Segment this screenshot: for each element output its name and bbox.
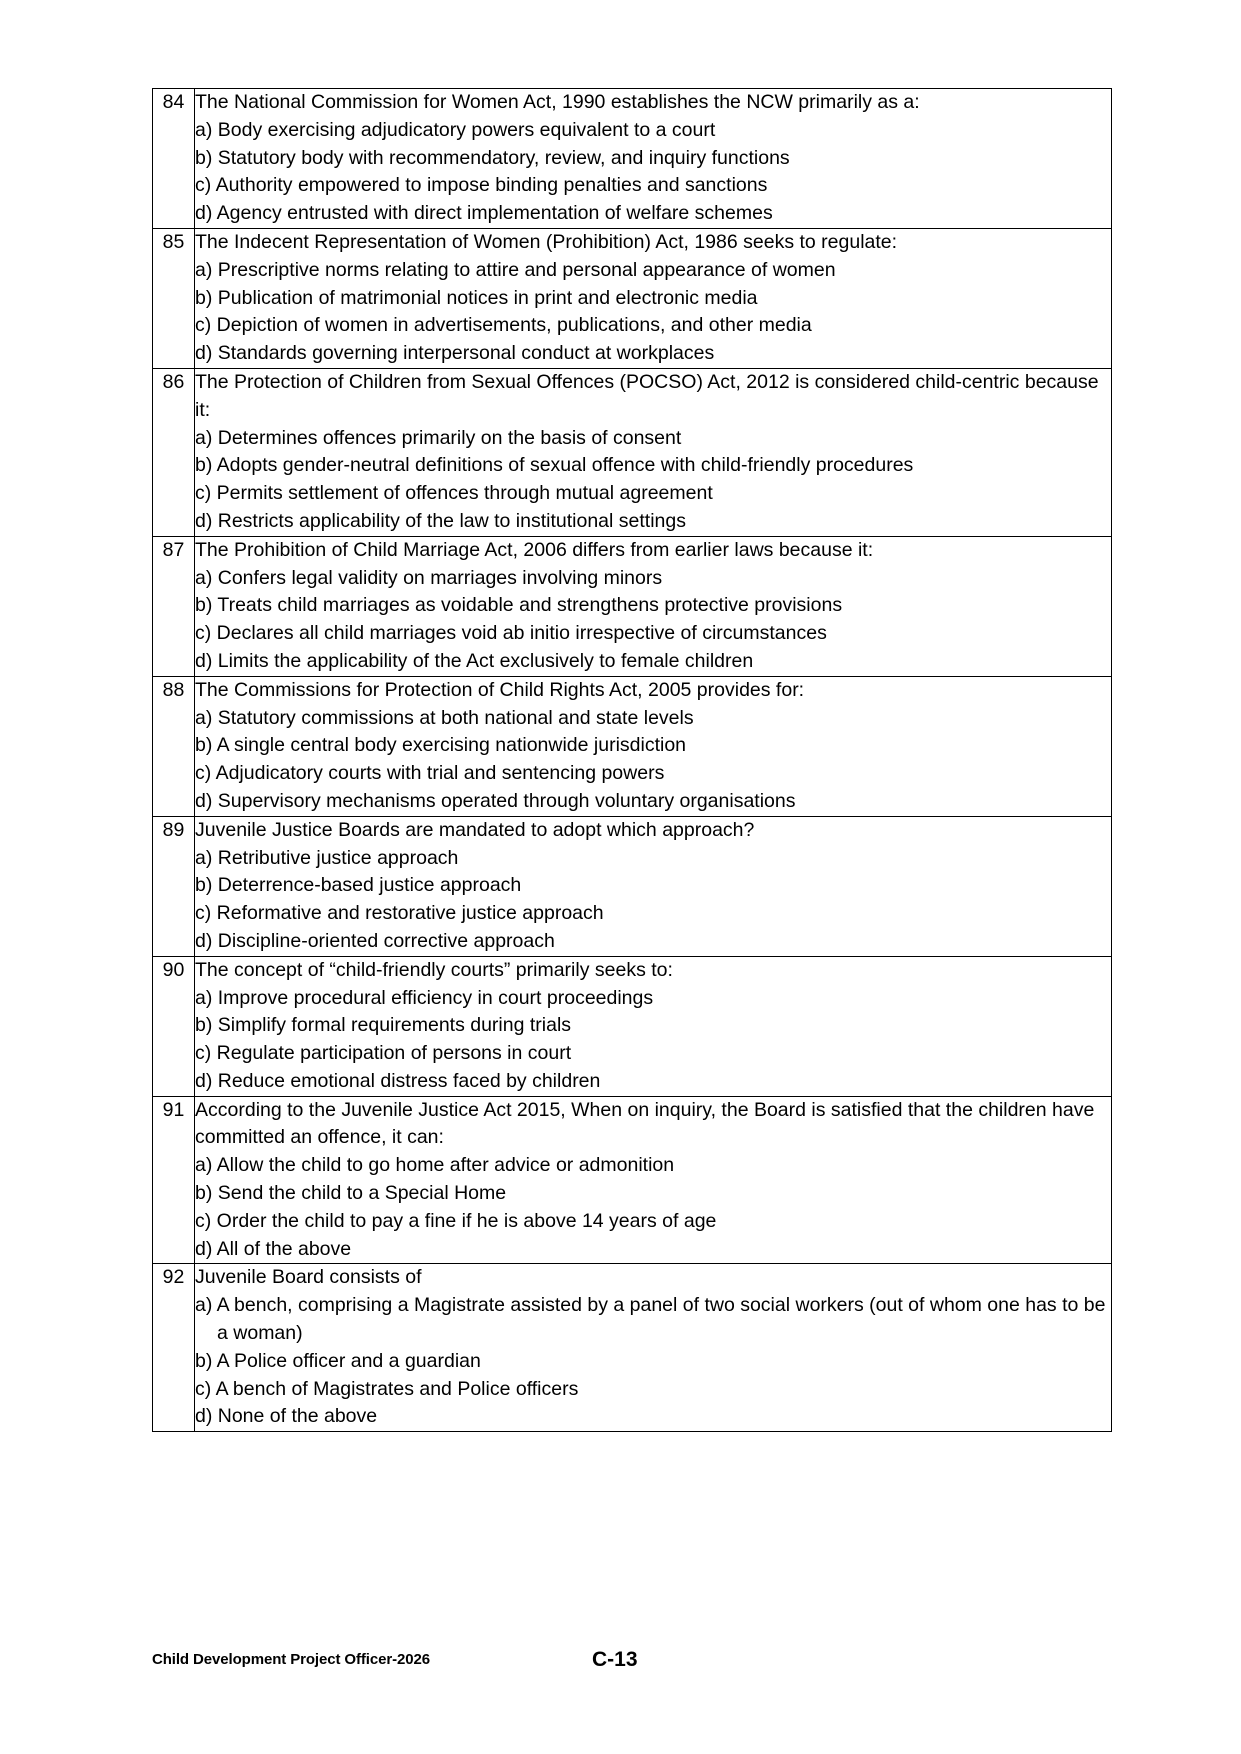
question-option-b: b) Statutory body with recommendatory, review, and inquiry functions bbox=[195, 146, 790, 169]
question-option-c: c) Depiction of women in advertisements, publications, and other media bbox=[195, 314, 812, 337]
question-number-cell: 84 bbox=[153, 89, 195, 229]
question-number-cell: 87 bbox=[153, 536, 195, 676]
question-option-a: a) Improve procedural efficiency in court proceedings bbox=[195, 986, 654, 1009]
question-option-d: d) None of the above bbox=[195, 1405, 378, 1428]
question-body-cell bbox=[195, 956, 1112, 1096]
question-stem: The Indecent Representation of Women (Prohibition) Act, 1986 seeks to regulate: bbox=[195, 230, 898, 253]
question-option-b: b) Send the child to a Special Home bbox=[195, 1182, 507, 1205]
question-table bbox=[152, 88, 1112, 1432]
question-option-a: a) Statutory commissions at both national and state levels bbox=[195, 706, 694, 729]
question-option-b: b) A Police officer and a guardian bbox=[195, 1349, 481, 1372]
question-number-cell: 92 bbox=[153, 1264, 195, 1432]
question-option-c: c) Permits settlement of offences through mutual agreement bbox=[195, 482, 713, 505]
question-option-c: c) Order the child to pay a fine if he is above 14 years of age bbox=[195, 1209, 717, 1232]
question-stem: The Prohibition of Child Marriage Act, 2006 differs from earlier laws because it: bbox=[195, 538, 874, 561]
question-option-b: b) Publication of matrimonial notices in print and electronic media bbox=[195, 286, 758, 309]
question-option-c: c) Declares all child marriages void ab initio irrespective of circumstances bbox=[195, 622, 827, 645]
question-number-cell: 89 bbox=[153, 816, 195, 956]
question-option-a: a) A bench, comprising a Magistrate assisted by a panel of two social workers (out of whom one has to be a woman) bbox=[195, 1294, 1106, 1345]
question-option-a: a) Confers legal validity on marriages involving minors bbox=[195, 566, 663, 589]
question-body-cell bbox=[195, 816, 1112, 956]
table-row bbox=[153, 1096, 1112, 1264]
question-option-c: c) Reformative and restorative justice approach bbox=[195, 902, 604, 925]
table-row bbox=[153, 676, 1112, 816]
question-number-cell: 90 bbox=[153, 956, 195, 1096]
footer-page-code: C-13 bbox=[592, 1648, 638, 1671]
question-stem: The Protection of Children from Sexual Offences (POCSO) Act, 2012 is considered child-centric because it: bbox=[195, 370, 1099, 421]
question-body-cell bbox=[195, 536, 1112, 676]
question-option-b: b) A single central body exercising nationwide jurisdiction bbox=[195, 734, 687, 757]
table-row bbox=[153, 368, 1112, 536]
question-option-d: d) Supervisory mechanisms operated through voluntary organisations bbox=[195, 789, 796, 812]
question-body-cell bbox=[195, 228, 1112, 368]
question-option-b: b) Deterrence-based justice approach bbox=[195, 874, 522, 897]
table-row bbox=[153, 228, 1112, 368]
question-body-cell bbox=[195, 89, 1112, 229]
table-row bbox=[153, 956, 1112, 1096]
question-option-c: c) A bench of Magistrates and Police officers bbox=[195, 1377, 579, 1400]
page-footer bbox=[152, 1648, 1112, 1675]
question-stem: Juvenile Board consists of bbox=[195, 1266, 422, 1289]
question-option-b: b) Adopts gender-neutral definitions of sexual offence with child-friendly procedures bbox=[195, 454, 914, 477]
question-stem: Juvenile Justice Boards are mandated to adopt which approach? bbox=[195, 818, 755, 841]
question-option-c: c) Adjudicatory courts with trial and sentencing powers bbox=[195, 762, 665, 785]
table-row bbox=[153, 536, 1112, 676]
question-option-d: d) Limits the applicability of the Act exclusively to female children bbox=[195, 649, 754, 672]
question-stem: The concept of “child-friendly courts” primarily seeks to: bbox=[195, 958, 673, 981]
question-body-cell bbox=[195, 1264, 1112, 1432]
question-stem: The Commissions for Protection of Child Rights Act, 2005 provides for: bbox=[195, 678, 805, 701]
question-option-d: d) Standards governing interpersonal conduct at workplaces bbox=[195, 342, 715, 365]
question-option-a: a) Body exercising adjudicatory powers equivalent to a court bbox=[195, 118, 716, 141]
question-option-a: a) Allow the child to go home after advice or admonition bbox=[195, 1154, 675, 1177]
question-stem: The National Commission for Women Act, 1990 establishes the NCW primarily as a: bbox=[195, 91, 920, 113]
question-option-a: a) Retributive justice approach bbox=[195, 846, 459, 869]
question-stem: According to the Juvenile Justice Act 2015, When on inquiry, the Board is satisfied that the children have committed an offence, it can: bbox=[195, 1098, 1095, 1149]
question-table-wrapper bbox=[152, 88, 1112, 1432]
question-option-d: d) Restricts applicability of the law to institutional settings bbox=[195, 509, 686, 532]
question-option-c: c) Regulate participation of persons in court bbox=[195, 1042, 572, 1065]
question-number-cell: 88 bbox=[153, 676, 195, 816]
footer-exam-title: Child Development Project Officer-2026 bbox=[152, 1651, 430, 1668]
question-option-d: d) Agency entrusted with direct implementation of welfare schemes bbox=[195, 202, 773, 225]
question-body-cell bbox=[195, 676, 1112, 816]
question-number-cell: 85 bbox=[153, 228, 195, 368]
question-body-cell bbox=[195, 1096, 1112, 1264]
table-row bbox=[153, 816, 1112, 956]
question-body-cell bbox=[195, 368, 1112, 536]
table-row bbox=[153, 89, 1112, 229]
question-option-d: d) Discipline-oriented corrective approach bbox=[195, 929, 555, 952]
question-option-b: b) Treats child marriages as voidable and strengthens protective provisions bbox=[195, 594, 843, 617]
question-option-c: c) Authority empowered to impose binding penalties and sanctions bbox=[195, 174, 768, 197]
question-number-cell: 91 bbox=[153, 1096, 195, 1264]
question-option-b: b) Simplify formal requirements during trials bbox=[195, 1014, 572, 1037]
question-option-a: a) Determines offences primarily on the basis of consent bbox=[195, 426, 682, 449]
question-option-a: a) Prescriptive norms relating to attire and personal appearance of women bbox=[195, 258, 836, 281]
question-option-d: d) Reduce emotional distress faced by children bbox=[195, 1069, 601, 1092]
question-number-cell: 86 bbox=[153, 368, 195, 536]
question-table-body bbox=[153, 89, 1112, 1432]
table-row bbox=[153, 1264, 1112, 1432]
question-option-d: d) All of the above bbox=[195, 1237, 352, 1260]
